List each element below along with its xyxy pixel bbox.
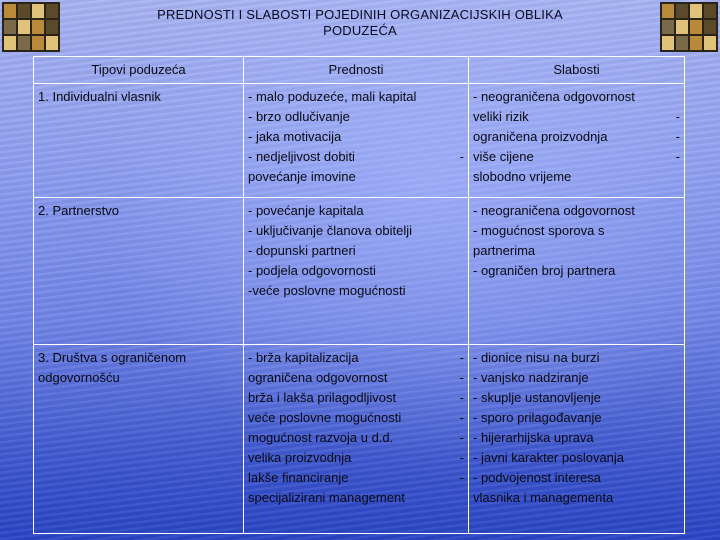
weakness-item-row: više cijene - xyxy=(473,147,680,167)
decorative-corner-image-left xyxy=(2,2,60,52)
strength-item: - malo poduzeće, mali kapital xyxy=(248,89,417,104)
strength-item: povećanje imovine xyxy=(248,169,356,184)
row-type-label: 2. Partnerstvo xyxy=(34,198,244,345)
row-type-label: 3. Društva s ograničenom odgovornošću xyxy=(34,345,244,534)
weakness-item: - hijerarhijska uprava xyxy=(473,430,594,445)
strength-item: - brža kapitalizacija xyxy=(248,350,359,365)
weakness-item: slobodno vrijeme xyxy=(473,169,572,184)
weakness-item: - sporo prilagođavanje xyxy=(473,410,602,425)
strength-item-row: veće poslovne mogućnosti - xyxy=(248,408,464,428)
strength-item: - nedjeljivost dobiti xyxy=(248,149,355,164)
weakness-item: - javni karakter poslovanja xyxy=(473,450,625,465)
slide-title-line-2: PODUZEĆA xyxy=(323,23,397,38)
weakness-item: - skuplje ustanovljenje xyxy=(473,390,601,405)
strength-item: - uključivanje članova obitelji xyxy=(248,223,413,238)
weakness-item: - podvojenost interesa xyxy=(473,470,601,485)
weakness-item: veliki rizik xyxy=(473,109,529,124)
strength-item: specijalizirani management xyxy=(248,490,405,505)
strength-item: ograničena odgovornost xyxy=(248,370,388,385)
weaknesses-cell xyxy=(469,84,685,198)
weakness-item-row: veliki rizik - xyxy=(473,107,680,127)
weakness-item: - neograničena odgovornost xyxy=(473,89,635,104)
strengths-cell xyxy=(244,198,469,345)
column-header-weaknesses: Slabosti xyxy=(469,57,685,84)
weaknesses-cell xyxy=(469,345,685,534)
table-row xyxy=(34,84,685,198)
strength-item-row: mogućnost razvoja u d.d. - xyxy=(248,428,464,448)
weaknesses-cell xyxy=(469,198,685,345)
strength-item-row: velika proizvodnja - xyxy=(248,448,464,468)
strength-item-row: - brža kapitalizacija - xyxy=(248,348,464,368)
strength-item: - brzo odlučivanje xyxy=(248,109,350,124)
slide-title-line-1: PREDNOSTI I SLABOSTI POJEDINIH ORGANIZACIJSKIH OBLIKA xyxy=(157,7,563,22)
strength-item: mogućnost razvoja u d.d. xyxy=(248,430,394,445)
strength-item: brža i lakša prilagodljivost xyxy=(248,390,397,405)
strength-item-row: - nedjeljivost dobiti - xyxy=(248,147,464,167)
strength-item: veće poslovne mogućnosti xyxy=(248,410,402,425)
decorative-corner-image-right xyxy=(660,2,718,52)
strengths-cell xyxy=(244,345,469,534)
weakness-item: - ograničen broj partnera xyxy=(473,263,616,278)
strength-item: - jaka motivacija xyxy=(248,129,342,144)
strengths-cell xyxy=(244,84,469,198)
strength-item-row: ograničena odgovornost - xyxy=(248,368,464,388)
weakness-item: vlasnika i managementa xyxy=(473,490,614,505)
slide-title xyxy=(70,7,650,39)
weakness-item: - dionice nisu na burzi xyxy=(473,350,600,365)
weakness-item: - mogućnost sporova s xyxy=(473,223,605,238)
weakness-item-row: ograničena proizvodnja - xyxy=(473,127,680,147)
strength-item: velika proizvodnja xyxy=(248,450,352,465)
weakness-item: partnerima xyxy=(473,243,536,258)
column-header-strengths: Prednosti xyxy=(244,57,469,84)
weakness-item: više cijene xyxy=(473,149,534,164)
strength-item: - dopunski partneri xyxy=(248,243,356,258)
comparison-table xyxy=(33,56,685,534)
row-type-label: 1. Individualni vlasnik xyxy=(34,84,244,198)
weakness-item: ograničena proizvodnja xyxy=(473,129,608,144)
strength-item-row: brža i lakša prilagodljivost - xyxy=(248,388,464,408)
table-row xyxy=(34,345,685,534)
strength-item-row: lakše financiranje - xyxy=(248,468,464,488)
strength-item: lakše financiranje xyxy=(248,470,349,485)
weakness-item: - vanjsko nadziranje xyxy=(473,370,589,385)
table-header-row xyxy=(34,57,685,84)
column-header-types: Tipovi poduzeća xyxy=(34,57,244,84)
weakness-item: - neograničena odgovornost xyxy=(473,203,635,218)
strength-item: - podjela odgovornosti xyxy=(248,263,376,278)
strength-item: - povećanje kapitala xyxy=(248,203,364,218)
strength-item: -veće poslovne mogućnosti xyxy=(248,283,406,298)
table-row xyxy=(34,198,685,345)
